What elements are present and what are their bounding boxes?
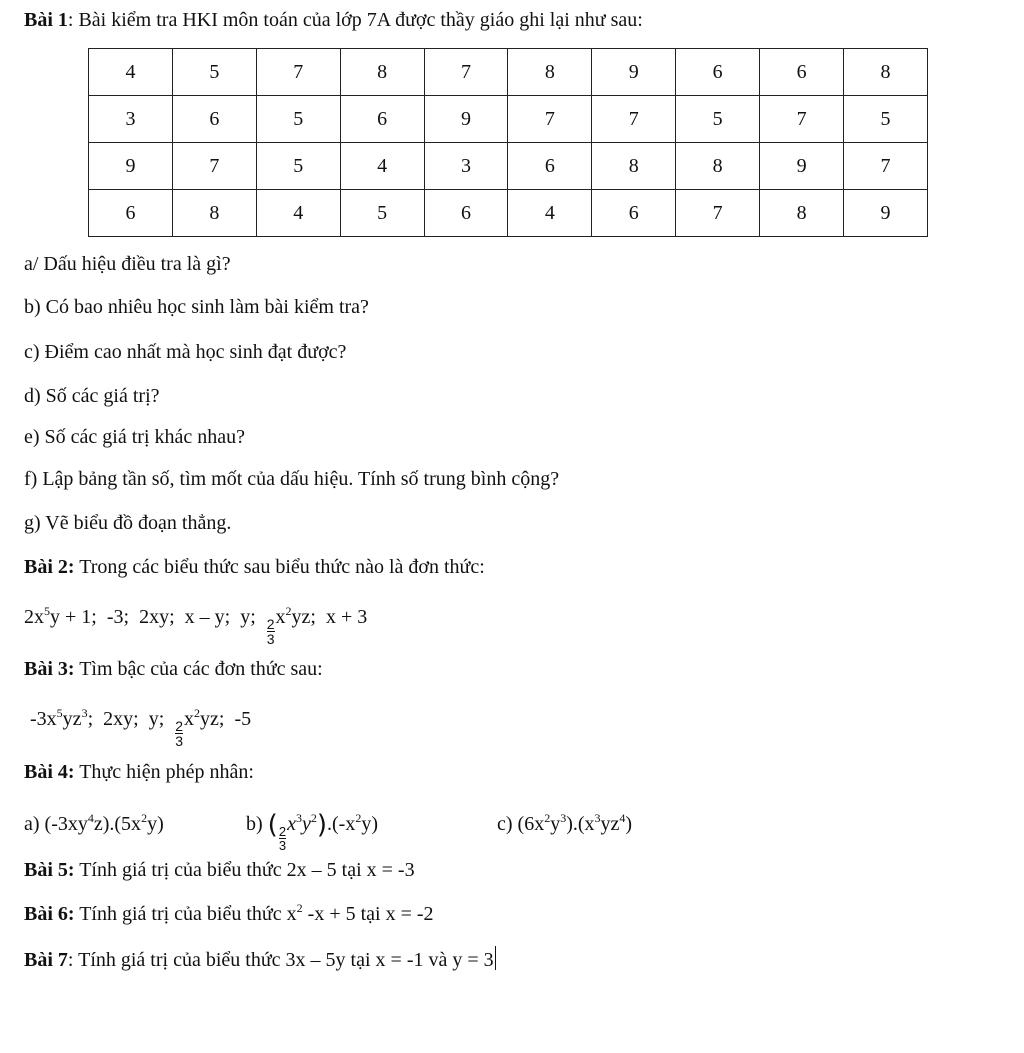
bai3-term: ; — [87, 708, 94, 730]
score-cell: 8 — [172, 190, 256, 237]
bai6-text-end: -x + 5 tại x = -2 — [302, 903, 434, 925]
fraction-numerator: 2 — [278, 824, 287, 839]
bai1-label: Bài 1 — [24, 9, 68, 31]
bai4-a-exponent: 2 — [141, 811, 148, 825]
question-b: b) Có bao nhiêu học sinh làm bài kiểm tra? — [24, 296, 369, 318]
bai3-term: y; — [148, 708, 165, 730]
bai5-label: Bài 5: — [24, 859, 75, 881]
score-cell: 3 — [89, 96, 173, 143]
score-cell: 7 — [256, 49, 340, 96]
score-cell: 6 — [508, 143, 592, 190]
bai3-expression — [30, 707, 251, 748]
score-table — [88, 48, 928, 237]
bai4-b-exponent: 2 — [355, 811, 362, 825]
bai2-heading — [24, 555, 485, 579]
score-cell: 7 — [592, 96, 676, 143]
score-cell: 4 — [340, 143, 424, 190]
bai4-c-term: ) — [625, 813, 633, 835]
bai4-c-exponent: 3 — [594, 811, 601, 825]
score-cell: 3 — [424, 143, 508, 190]
bai3-exponent: 2 — [194, 706, 201, 720]
fraction-denominator: 3 — [266, 631, 275, 647]
bai4-b-term: y — [301, 813, 311, 835]
bai4-c-exponent: 2 — [544, 811, 551, 825]
bai3-term: x — [184, 708, 195, 730]
score-cell: 6 — [676, 49, 760, 96]
score-cell: 6 — [89, 190, 173, 237]
bai6-exponent: 2 — [296, 901, 303, 915]
bai6 — [24, 902, 434, 926]
score-cell: 6 — [172, 96, 256, 143]
bai2-exponent: 5 — [44, 604, 50, 618]
score-cell: 4 — [508, 190, 592, 237]
bai4-text: Thực hiện phép nhân: — [74, 761, 254, 783]
bai7-label: Bài 7 — [24, 949, 68, 971]
score-cell: 7 — [508, 96, 592, 143]
score-cell: 4 — [256, 190, 340, 237]
fraction-numerator: 2 — [266, 616, 275, 632]
bai4-part-c — [497, 812, 632, 836]
bai4-c-term: ).(x — [566, 813, 595, 835]
text-cursor — [495, 946, 496, 970]
fraction-numerator: 2 — [175, 718, 184, 734]
score-cell: 9 — [760, 143, 844, 190]
score-cell: 8 — [760, 190, 844, 237]
score-cell: 6 — [760, 49, 844, 96]
score-cell: 5 — [340, 190, 424, 237]
score-row — [89, 143, 928, 190]
question-c: c) Điểm cao nhất mà học sinh đạt được? — [24, 341, 347, 363]
bai4-c-exponent: 3 — [560, 811, 567, 825]
bai4-a-exponent: 4 — [87, 811, 94, 825]
bai2-exponent: 2 — [285, 604, 292, 618]
score-cell: 8 — [844, 49, 928, 96]
bai4-part-a — [24, 812, 164, 836]
bai2-term: yz; — [291, 606, 316, 628]
question-e: e) Số các giá trị khác nhau? — [24, 426, 246, 448]
bai3-term: -5 — [234, 708, 252, 730]
bai2-fraction — [267, 617, 275, 646]
bai4-b-exponent: 2 — [310, 811, 317, 825]
bai4-c-term: c) (6x — [497, 813, 545, 835]
bai4-c-term: y — [550, 813, 561, 835]
score-cell: 8 — [508, 49, 592, 96]
bai2-label: Bài 2: — [24, 556, 75, 578]
question-a: a/ Dấu hiệu điều tra là gì? — [24, 253, 231, 275]
score-cell: 9 — [424, 96, 508, 143]
bai4-b-exponent: 3 — [295, 811, 302, 825]
bai3-heading — [24, 657, 323, 681]
bai2-term: x + 3 — [325, 606, 368, 628]
bai7-text: : Tính giá trị của biểu thức 3x – 5y tại x = -1 và y = 3 — [67, 949, 494, 971]
bai2-term: y + 1; — [50, 606, 97, 628]
score-cell: 7 — [172, 143, 256, 190]
score-cell: 9 — [89, 143, 173, 190]
bai2-text: Trong các biểu thức sau biểu thức nào là đơn thức: — [74, 556, 485, 578]
score-cell: 7 — [760, 96, 844, 143]
score-row — [89, 96, 928, 143]
score-cell: 7 — [844, 143, 928, 190]
bai3-fraction — [175, 719, 183, 748]
bai2-expression — [24, 605, 367, 646]
bai1-text: : Bài kiểm tra HKI môn toán của lớp 7A được thầy giáo ghi lại như sau: — [67, 9, 643, 31]
bai3-text: Tìm bậc của các đơn thức sau: — [74, 658, 323, 680]
bai3-term: -3x — [30, 708, 57, 730]
bai4-b-term: b) — [246, 813, 263, 835]
bai3-exponent: 5 — [56, 706, 63, 720]
score-cell: 8 — [592, 143, 676, 190]
question-g: g) Vẽ biểu đồ đoạn thẳng. — [24, 512, 232, 534]
bai4-a-term: z).(5x — [93, 813, 142, 835]
bai5-text: Tính giá trị của biểu thức 2x – 5 tại x = -3 — [74, 859, 415, 881]
bai6-label: Bài 6: — [24, 903, 75, 925]
bai3-label: Bài 3: — [24, 658, 75, 680]
score-cell: 5 — [172, 49, 256, 96]
question-d: d) Số các giá trị? — [24, 385, 160, 407]
score-cell: 6 — [592, 190, 676, 237]
bai2-term: 2xy; — [139, 606, 175, 628]
bai4-b-term: x — [287, 813, 296, 835]
bai3-exponent: 3 — [81, 706, 88, 720]
score-cell: 4 — [89, 49, 173, 96]
bai7 — [24, 946, 496, 972]
score-cell: 6 — [424, 190, 508, 237]
score-cell: 8 — [676, 143, 760, 190]
score-cell: 5 — [676, 96, 760, 143]
score-cell: 5 — [256, 143, 340, 190]
score-row — [89, 49, 928, 96]
fraction-denominator: 3 — [175, 733, 184, 749]
bai4-b-term: .(-x — [327, 813, 356, 835]
bai2-term: x — [275, 606, 286, 628]
score-cell: 6 — [340, 96, 424, 143]
bai3-term: yz — [62, 708, 82, 730]
score-cell: 7 — [424, 49, 508, 96]
score-cell: 7 — [676, 190, 760, 237]
bai2-term: x – y; — [184, 606, 231, 628]
left-paren: ( — [267, 810, 278, 840]
bai4-part-b — [246, 812, 378, 852]
bai4-heading — [24, 760, 254, 784]
score-cell: 9 — [844, 190, 928, 237]
question-f: f) Lập bảng tần số, tìm mốt của dấu hiệu. Tính số trung bình cộng? — [24, 468, 560, 490]
bai1-heading — [24, 8, 643, 32]
bai4-b-term: y) — [361, 813, 378, 835]
score-cell: 8 — [340, 49, 424, 96]
bai4-a-term: y) — [147, 813, 164, 835]
bai4-c-term: yz — [600, 813, 620, 835]
score-cell: 5 — [844, 96, 928, 143]
bai3-term: 2xy; — [103, 708, 139, 730]
bai2-term: -3; — [106, 606, 130, 628]
bai4-label: Bài 4: — [24, 761, 75, 783]
fraction-denominator: 3 — [278, 838, 287, 853]
bai2-term: 2x — [24, 606, 44, 628]
right-paren: ) — [316, 810, 327, 840]
bai5 — [24, 858, 415, 882]
bai4-a-term: a) (-3xy — [24, 813, 88, 835]
bai4-c-exponent: 4 — [619, 811, 626, 825]
score-cell: 5 — [256, 96, 340, 143]
bai2-term: y; — [240, 606, 256, 628]
bai4-fraction — [279, 825, 286, 852]
score-cell: 9 — [592, 49, 676, 96]
bai6-text: Tính giá trị của biểu thức x — [74, 903, 297, 925]
bai3-term: yz; — [200, 708, 225, 730]
score-row — [89, 190, 928, 237]
